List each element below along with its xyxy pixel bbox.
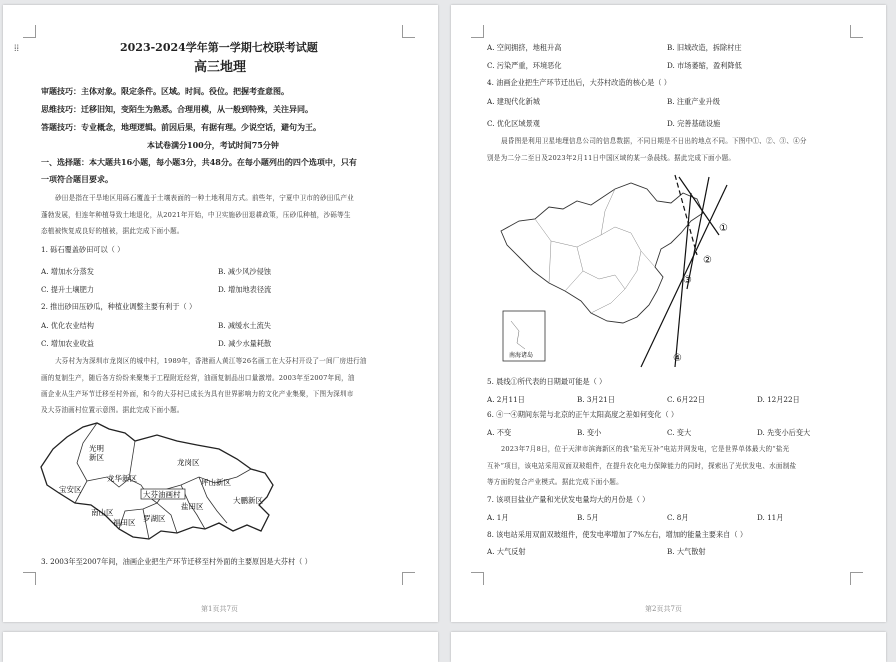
option-b: B. 注重产业升级 <box>667 97 720 106</box>
option-a: A. 优化农业结构 <box>41 321 94 330</box>
option-d: D. 12月22日 <box>757 395 800 404</box>
passage-line: 画的复制生产，随后各方纷纷来聚集于工程附近经营，油画复制品出口量激增。2003年至2007年间，油 <box>41 374 355 382</box>
tip-line: 答题技巧：专业概念，地理逻辑。前因后果，有据有理。少说空话，避句为王。 <box>41 122 321 132</box>
option-c: C. 提升土壤肥力 <box>41 285 94 294</box>
question-stem: 8. 该电站采用双面双玻组件，使发电率增加了7%左右，增加的能量主要来自（ ） <box>487 530 748 539</box>
passage-line: 等方面的复合产业模式。据此完成下面小题。 <box>487 478 623 486</box>
page-footer: 第2页共7页 <box>645 605 682 613</box>
question-stem: 6. ④一④期间东莞与北京的正午太阳高度之差如何变化（ ） <box>487 410 679 419</box>
document-page-1 <box>3 5 438 622</box>
option-d: D. 市场萎缩，盈利降低 <box>667 61 742 70</box>
passage-line: 画企业从生产环节迁移至村外面，和今的大芬村已成长为具有世界影响力的文化产业集聚，下图为深圳市 <box>41 390 354 398</box>
exam-title: 2023-2024学年第一学期七校联考试题 <box>120 41 318 54</box>
option-b: B. 5月 <box>577 513 599 522</box>
china-terminator-map <box>491 171 741 369</box>
question-stem: 4. 油画企业把生产环节迁出后，大芬村改造的核心是（ ） <box>487 78 671 87</box>
option-b: B. 3月21日 <box>577 395 615 404</box>
option-a: A. 不变 <box>487 428 512 437</box>
map-label: 宝安区 <box>59 485 82 494</box>
page-footer: 第1页共7页 <box>201 605 238 613</box>
option-c: C. 污染严重，环境恶化 <box>487 61 562 70</box>
option-d: D. 11月 <box>757 513 784 522</box>
passage-line: 大芬村为为深圳市龙岗区的城中村，1989年，香港画人黄江等26名画工在大芬村开设了一间厂房进行油 <box>55 357 367 365</box>
exam-info: 本试卷满分100分，考试时间75分钟 <box>147 140 279 150</box>
tip-line: 审题技巧：主体对象。限定条件。区域。时间。役位。把握考查意图。 <box>41 86 289 96</box>
option-a: A. 增加水分蒸发 <box>41 267 94 276</box>
shenzhen-map <box>37 419 287 547</box>
crop-mark <box>23 572 36 585</box>
section-heading: 一项符合题目要求。 <box>41 174 113 184</box>
map-label: 龙华新区 <box>107 474 137 483</box>
map-label: 南山区 <box>91 508 114 517</box>
question-stem: 5. 晨线①所代表的日期最可能是（ ） <box>487 377 607 386</box>
question-stem: 2. 推出砂田压砂瓜，种植业调整主要有利于（ ） <box>41 302 197 311</box>
line-label: ① <box>719 223 728 234</box>
option-a: A. 2月11日 <box>487 395 525 404</box>
crop-mark <box>850 572 863 585</box>
crop-mark <box>402 572 415 585</box>
question-stem: 3. 2003年至2007年间，油画企业把生产环节迁移至村外面的主要原因是大芬村（ ） <box>41 557 312 566</box>
passage-line: 态植被恢复成良好的植被，据此完成下面小题。 <box>41 227 184 235</box>
option-a: A. 1月 <box>487 513 509 522</box>
crop-mark <box>850 25 863 38</box>
map-label: 盐田区 <box>181 502 204 511</box>
option-a: A. 建现代化新城 <box>487 97 540 106</box>
option-d: D. 增加地表径流 <box>218 285 272 294</box>
option-b: B. 减少风沙侵蚀 <box>218 267 271 276</box>
line-label: ② <box>703 255 712 266</box>
subject-title: 高三地理 <box>194 60 247 75</box>
document-page-2 <box>451 5 886 622</box>
crop-mark <box>471 25 484 38</box>
crop-mark <box>402 25 415 38</box>
crop-mark <box>23 25 36 38</box>
crop-mark <box>471 572 484 585</box>
option-b: B. 旧城改造，拆除村庄 <box>667 43 742 52</box>
passage-line: 及大芬油画村位置示意图。据此完成下面小题。 <box>41 406 184 414</box>
section-heading: 一、选择题：本大题共16小题，每小题3分，共48分。在每小题列出的四个选项中，只有 <box>41 157 357 167</box>
inset-label: 南海诸岛 <box>509 352 534 359</box>
option-d: D. 减少水量耗散 <box>218 339 272 348</box>
option-a: A. 空间拥挤，地租升高 <box>487 43 562 52</box>
option-c: C. 增加农业收益 <box>41 339 94 348</box>
passage-line: 互补”项目，该电站采用双面双玻组件，在提升农化电力保障能力的同时，探索出了光伏发电、水面制盐 <box>487 462 797 470</box>
line-label: ③ <box>683 275 692 286</box>
passage-line: 蓬勃发展，但连年种植导致土地退化，从2021年开始，中卫实施砂田退耕政策，压砂瓜种植，沙砾等生 <box>41 211 351 219</box>
line-label: ④ <box>673 353 682 364</box>
question-stem: 1. 砾石覆盖砂田可以（ ） <box>41 245 125 254</box>
option-c: C. 变大 <box>667 428 692 437</box>
map-label: 坪山新区 <box>201 478 231 487</box>
option-b: B. 变小 <box>577 428 602 437</box>
option-c: C. 优化区域景观 <box>487 119 540 128</box>
option-c: C. 6月22日 <box>667 395 705 404</box>
question-stem: 7. 该项目盐业产量和光伏发电量均大的月份是（ ） <box>487 495 650 504</box>
option-b: B. 减缓水土流失 <box>218 321 271 330</box>
map-label: 龙岗区 <box>177 458 200 467</box>
map-label: 大鹏新区 <box>233 496 263 505</box>
map-label: 光明新区 <box>89 444 104 462</box>
drag-handle-icon[interactable]: ⁞⁞ <box>14 44 20 54</box>
map-label: 罗湖区 <box>143 514 166 523</box>
passage-line: 别是为二分二至日及2023年2月11日中国区域的某一条晨线。据此完成下面小题。 <box>487 154 736 162</box>
passage-line: 砂田是指在干旱地区用砾石覆盖于土壤表面的一种土地利用方式。前些年，宁夏中卫市的砂田瓜产业 <box>55 194 354 202</box>
option-a: A. 大气反射 <box>487 547 526 556</box>
document-page-3-partial <box>3 632 438 662</box>
passage-line: 2023年7月8日，位于天津市滨海新区的我“盐光互补”电站并网发电，它是世界单体最大的“盐光 <box>501 445 790 453</box>
option-c: C. 8月 <box>667 513 689 522</box>
option-d: D. 完善基础设施 <box>667 119 721 128</box>
document-page-4-partial <box>451 632 886 662</box>
option-b: B. 大气散射 <box>667 547 706 556</box>
tip-line: 思维技巧：迁移旧知，变陌生为熟悉。合理用模，从一般到特殊，关注异同。 <box>41 104 313 114</box>
option-d: D. 先变小后变大 <box>757 428 811 437</box>
china-outline <box>501 183 703 323</box>
map-label: 大芬油画村 <box>143 490 181 499</box>
passage-line: 晨昏图是利用卫星地理信息公司的信息数据，不同日期是不日出的地点不同。下图中①、②、③、④分 <box>501 137 807 145</box>
map-label: 福田区 <box>113 518 136 527</box>
